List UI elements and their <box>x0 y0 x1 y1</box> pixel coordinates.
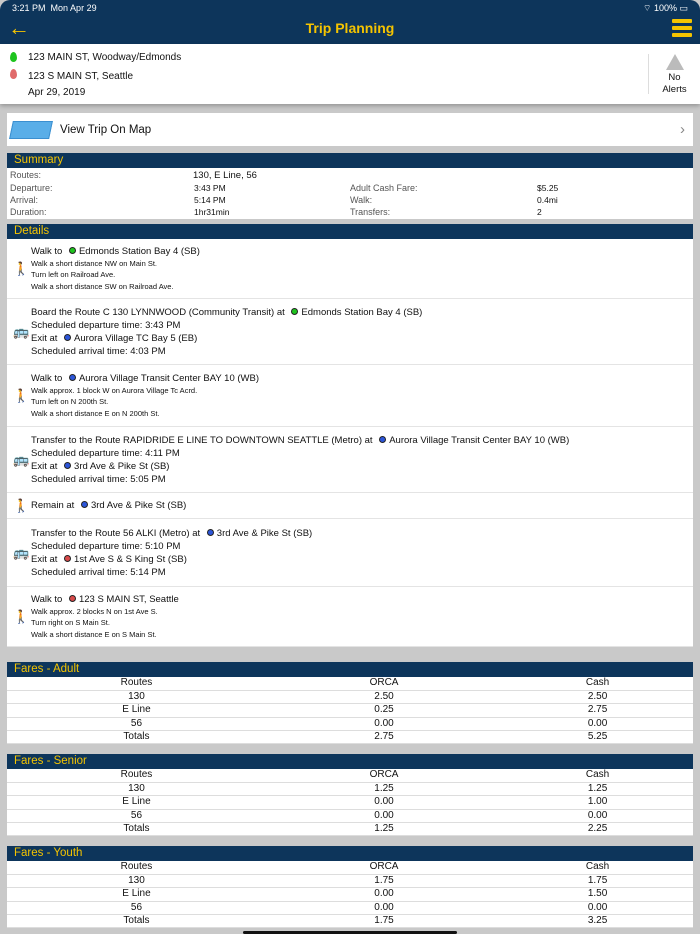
fares-table <box>7 769 693 836</box>
bus-icon: 🚌 <box>13 323 30 339</box>
table-cell: 1.75 <box>266 874 502 887</box>
details-list <box>7 239 693 647</box>
table-cell: 3.25 <box>502 915 693 928</box>
step-line <box>31 345 693 358</box>
step-text: Scheduled arrival time: 5:05 PM <box>31 473 166 485</box>
step-line <box>31 281 693 293</box>
step-text: Remain at <box>31 500 77 511</box>
stop-name: Edmonds Station Bay 4 (SB) <box>78 245 200 257</box>
battery-indicator: ⌔ 100% ▭ <box>642 3 688 13</box>
table-cell: 2.50 <box>502 690 693 703</box>
step-text: Exit at <box>31 460 61 472</box>
table-cell: 0.00 <box>266 717 502 730</box>
table-cell: 1.00 <box>502 796 693 809</box>
table-row <box>7 782 693 795</box>
stop-marker-icon <box>64 334 71 341</box>
stop-marker-icon <box>81 501 88 508</box>
walk-icon: 🚶 <box>13 497 30 513</box>
trip-step <box>7 299 693 365</box>
step-line <box>31 617 693 629</box>
routes-value: 130, E Line, 56 <box>193 170 257 181</box>
table-cell: 2.25 <box>502 823 693 836</box>
fares-header: Fares - Adult <box>7 662 693 677</box>
table-cell: 5.25 <box>502 731 693 744</box>
step-line <box>31 306 693 319</box>
table-cell: Totals <box>7 731 266 744</box>
step-line <box>31 372 693 385</box>
step-text: Transfer to the Route RAPIDRIDE E LINE TO DOWNTOWN SEATTLE (Metro) at <box>31 434 376 446</box>
step-line <box>31 319 693 332</box>
stop-marker-icon <box>69 247 76 254</box>
table-cell: 0.00 <box>502 717 693 730</box>
trip-step <box>7 365 693 427</box>
origin-pin-icon <box>10 52 17 62</box>
table-row <box>7 704 693 717</box>
view-trip-label: View Trip On Map <box>60 123 152 136</box>
fares-header: Fares - Youth <box>7 846 693 861</box>
step-line <box>31 527 693 540</box>
column-header: ORCA <box>266 769 502 782</box>
fares-header: Fares - Senior <box>7 754 693 769</box>
table-header-row <box>7 861 693 874</box>
step-text: Scheduled arrival time: 4:03 PM <box>31 345 166 357</box>
table-cell: 130 <box>7 874 266 887</box>
fares-section <box>7 754 693 836</box>
step-line <box>31 566 693 579</box>
step-text: Turn right on S Main St. <box>31 618 110 628</box>
table-cell: 0.00 <box>502 809 693 822</box>
departure-value: 3:43 PM <box>194 183 226 193</box>
step-line <box>31 258 693 270</box>
table-row <box>7 796 693 809</box>
step-text: Walk approx. 2 blocks N on 1st Ave S. <box>31 606 158 616</box>
summary-header: Summary <box>7 153 693 168</box>
summary-section <box>7 153 693 219</box>
column-header: ORCA <box>266 677 502 690</box>
stop-name: Edmonds Station Bay 4 (SB) <box>301 306 423 318</box>
step-line <box>31 245 693 258</box>
stop-name: Aurora Village Transit Center BAY 10 (WB) <box>389 434 570 446</box>
step-line <box>31 385 693 397</box>
table-header-row <box>7 769 693 782</box>
step-line <box>31 553 693 566</box>
step-text: Walk to <box>31 593 65 605</box>
step-text: Scheduled departure time: 3:43 PM <box>31 319 181 331</box>
nav-bar <box>0 0 700 44</box>
step-text: Walk a short distance NW on Main St. <box>31 258 158 268</box>
table-cell: 0.00 <box>266 901 502 914</box>
table-cell: 56 <box>7 901 266 914</box>
step-text: Walk a short distance E on S Main St. <box>31 629 157 639</box>
table-cell: 0.00 <box>266 809 502 822</box>
walk-icon: 🚶 <box>13 260 30 276</box>
table-cell: 1.25 <box>502 782 693 795</box>
walk-icon: 🚶 <box>13 387 30 403</box>
map-icon <box>9 121 53 139</box>
arrival-value: 5:14 PM <box>194 195 226 205</box>
back-arrow-icon[interactable]: ← <box>8 15 30 40</box>
step-text: Scheduled arrival time: 5:14 PM <box>31 566 166 578</box>
warning-icon <box>666 54 684 70</box>
status-time: 3:21 PM <box>12 3 46 13</box>
bus-icon: 🚌 <box>13 451 30 467</box>
step-text: Walk to <box>31 245 65 257</box>
stop-name: 1st Ave S & S King St (SB) <box>74 553 187 565</box>
view-trip-on-map-button[interactable] <box>7 113 693 146</box>
table-cell: E Line <box>7 704 266 717</box>
step-text: Turn left on N 200th St. <box>31 397 109 407</box>
table-cell: 56 <box>7 809 266 822</box>
details-header: Details <box>7 224 693 239</box>
step-line <box>31 434 693 447</box>
stop-marker-icon <box>64 555 71 562</box>
walk-icon: 🚶 <box>13 608 30 624</box>
origin-address: 123 MAIN ST, Woodway/Edmonds <box>28 52 182 63</box>
trip-step <box>7 427 693 493</box>
transfers-label: Transfers: <box>350 207 391 217</box>
destination-pin-icon <box>10 69 17 79</box>
table-row <box>7 731 693 744</box>
table-cell: 0.00 <box>266 796 502 809</box>
step-text: Scheduled departure time: 5:10 PM <box>31 540 181 552</box>
step-line <box>31 396 693 408</box>
step-text: Scheduled departure time: 4:11 PM <box>31 447 180 459</box>
column-header: Routes <box>7 677 266 690</box>
table-cell: 1.25 <box>266 782 502 795</box>
table-cell: E Line <box>7 888 266 901</box>
transfers-value: 2 <box>537 207 542 217</box>
duration-label: Duration: <box>10 207 47 217</box>
table-cell: 2.50 <box>266 690 502 703</box>
table-cell: 56 <box>7 717 266 730</box>
walk-label: Walk: <box>350 195 373 205</box>
table-cell: E Line <box>7 796 266 809</box>
trip-step <box>7 239 693 299</box>
table-cell: 130 <box>7 690 266 703</box>
trip-step <box>7 493 693 519</box>
column-header: Routes <box>7 769 266 782</box>
duration-value: 1hr31min <box>194 207 230 217</box>
step-text: Turn left on Railroad Ave. <box>31 270 116 280</box>
routes-label: Routes: <box>10 170 42 180</box>
trip-date: Apr 29, 2019 <box>28 87 86 98</box>
stop-marker-icon <box>69 595 76 602</box>
step-line <box>31 540 693 553</box>
chevron-right-icon: › <box>680 121 685 138</box>
step-text: Walk to <box>31 372 65 384</box>
table-cell: 130 <box>7 782 266 795</box>
column-header: Routes <box>7 861 266 874</box>
fares-table <box>7 677 693 744</box>
step-line <box>31 460 693 473</box>
table-cell: 1.75 <box>266 915 502 928</box>
table-row <box>7 809 693 822</box>
table-cell: Totals <box>7 823 266 836</box>
walk-value: 0.4mi <box>537 195 558 205</box>
status-date: Mon Apr 29 <box>50 3 97 13</box>
table-row <box>7 823 693 836</box>
column-header: ORCA <box>266 861 502 874</box>
stop-marker-icon <box>69 374 76 381</box>
stop-name: 3rd Ave & Pike St (SB) <box>74 460 170 472</box>
status-bar <box>12 3 688 14</box>
step-line <box>31 473 693 486</box>
trip-step <box>7 587 693 647</box>
step-line <box>31 629 693 641</box>
step-text: Board the Route C 130 LYNNWOOD (Community Transit) at <box>31 306 288 318</box>
alerts-label: No Alerts <box>662 72 687 95</box>
step-text: Walk a short distance SW on Railroad Ave. <box>31 281 174 291</box>
table-row <box>7 717 693 730</box>
column-header: Cash <box>502 677 693 690</box>
fares-table <box>7 861 693 928</box>
step-line <box>31 269 693 281</box>
table-row <box>7 874 693 887</box>
table-cell: 1.25 <box>266 823 502 836</box>
step-line <box>31 408 693 420</box>
stop-marker-icon <box>379 436 386 443</box>
fare-value: $5.25 <box>537 183 559 193</box>
table-row <box>7 915 693 928</box>
hamburger-menu-icon[interactable] <box>672 19 692 40</box>
table-cell: 1.50 <box>502 888 693 901</box>
battery-level: 100% <box>653 3 677 13</box>
stop-name: Aurora Village TC Bay 5 (EB) <box>74 332 198 344</box>
step-line <box>31 499 693 512</box>
table-cell: 0.25 <box>266 704 502 717</box>
step-text: Walk approx. 1 block W on Aurora Village Tc Acrd. <box>31 385 198 395</box>
step-line <box>31 593 693 606</box>
step-text: Exit at <box>31 553 61 565</box>
stop-name: 3rd Ave & Pike St (SB) <box>90 500 187 511</box>
arrival-label: Arrival: <box>10 195 39 205</box>
column-header: Cash <box>502 769 693 782</box>
table-cell: 2.75 <box>266 731 502 744</box>
trip-step <box>7 519 693 587</box>
table-cell: 1.75 <box>502 874 693 887</box>
column-header: Cash <box>502 861 693 874</box>
departure-label: Departure: <box>10 183 53 193</box>
table-cell: 0.00 <box>266 888 502 901</box>
table-row <box>7 690 693 703</box>
table-cell: Totals <box>7 915 266 928</box>
table-cell: 0.00 <box>502 901 693 914</box>
step-line <box>31 332 693 345</box>
stop-marker-icon <box>291 308 298 315</box>
stop-name: 123 S MAIN ST, Seattle <box>78 593 179 605</box>
bus-icon: 🚌 <box>13 544 30 560</box>
table-row <box>7 901 693 914</box>
stop-marker-icon <box>207 529 214 536</box>
table-header-row <box>7 677 693 690</box>
fares-section <box>7 662 693 744</box>
step-text: Transfer to the Route 56 ALKI (Metro) at <box>31 527 203 539</box>
stop-name: 3rd Ave & Pike St (SB) <box>216 527 313 539</box>
step-line <box>31 447 693 460</box>
alerts-button[interactable] <box>648 54 700 94</box>
trip-header <box>0 44 700 104</box>
fares-section <box>7 846 693 928</box>
table-cell: 2.75 <box>502 704 693 717</box>
stop-marker-icon <box>64 462 71 469</box>
table-row <box>7 888 693 901</box>
page-title: Trip Planning <box>305 20 395 36</box>
step-text: Exit at <box>31 332 61 344</box>
step-text: Walk a short distance E on N 200th St. <box>31 408 160 418</box>
destination-address: 123 S MAIN ST, Seattle <box>28 71 134 82</box>
step-line <box>31 606 693 618</box>
stop-name: Aurora Village Transit Center BAY 10 (WB) <box>78 372 260 384</box>
details-section <box>7 224 693 647</box>
fare-label: Adult Cash Fare: <box>350 183 418 193</box>
